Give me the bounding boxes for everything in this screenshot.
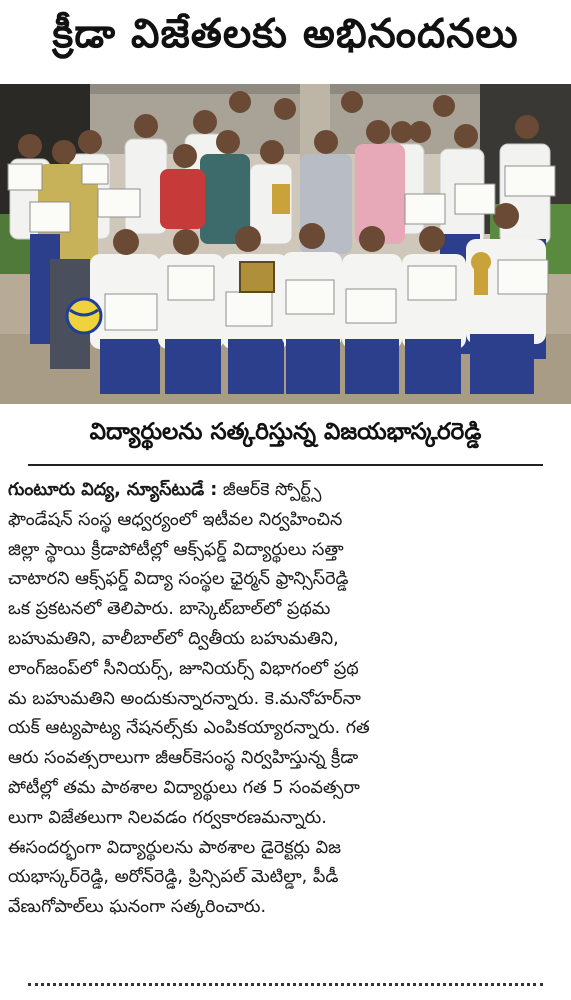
article-body <box>8 476 563 923</box>
article-line: లాంగ్‌జంప్‌లో సీనియర్స్, జూనియర్స్ విభాగంలో ప్రథ <box>8 658 359 679</box>
article-line: ఫౌండేషన్ సంస్థ ఆధ్వర్యంలో ఇటీవల నిర్వహించిన <box>8 509 343 530</box>
article-line: మ బహుమతిని అందుకున్నారన్నారు. కె.మనోహర్‌నా <box>8 688 361 709</box>
article-line: జిల్లా స్థాయి క్రీడాపోటీల్లో ఆక్స్‌ఫర్డ్ విద్యార్థులు సత్తా <box>8 539 344 560</box>
article-line: యభాస్కర్‌రెడ్డి, అరోన్‌రెడ్డి, ప్రిన్సిపల్ మెటిల్డా, పీడీ <box>8 867 339 888</box>
photo-caption: విద్యార్థులను సత్కరిస్తున్న విజయభాస్కరరెడ్డి <box>89 419 482 445</box>
article-line: ఈసందర్భంగా విద్యార్థులను పాఠశాల డైరెక్టర్లు విజ <box>8 837 341 858</box>
article-line: ఆరు సంవత్సరాలుగా జీఆర్‌కెసంస్థ నిర్వహిస్తున్న క్రీడా <box>8 748 359 769</box>
article-line: పోటీల్లో తమ పాఠశాల విద్యార్థులు గత 5 సంవత్సరా <box>8 777 360 798</box>
article-line: వేణుగోపాల్‌లు ఘనంగా సత్కరించారు. <box>8 897 267 918</box>
article-line: బహుమతిని, వాలీబాల్‌లో ద్వితీయ బహుమతిని, <box>8 628 339 649</box>
bottom-dotted-divider <box>28 983 543 986</box>
article-line: యక్ ఆట్యపాట్య నేషనల్స్‌కు ఎంపికయ్యారన్నారు. గత <box>8 718 370 739</box>
dateline: గుంటూరు విద్య, న్యూస్‌టుడే : <box>8 480 218 500</box>
article-line: ఒక ప్రకటనలో తెలిపారు. బాస్కెట్‌బాల్‌లో ప్రథమ <box>8 599 331 620</box>
group-photo <box>0 84 571 404</box>
article-line: చాటారని ఆక్స్‌ఫర్డ్ విద్యా సంస్థల ఛైర్మన్ ఫ్రాన్సిస్‌రెడ్డి <box>8 569 349 590</box>
headline: క్రీడా విజేతలకు అభినందనలు <box>52 11 519 57</box>
caption-divider <box>28 464 543 466</box>
article-first-line <box>8 476 563 506</box>
article-line: జీఆర్‌కె స్పోర్ట్స్ <box>217 480 322 500</box>
article-line: లుగా విజేతలుగా నిలవడం గర్వకారణమన్నారు. <box>8 807 327 828</box>
